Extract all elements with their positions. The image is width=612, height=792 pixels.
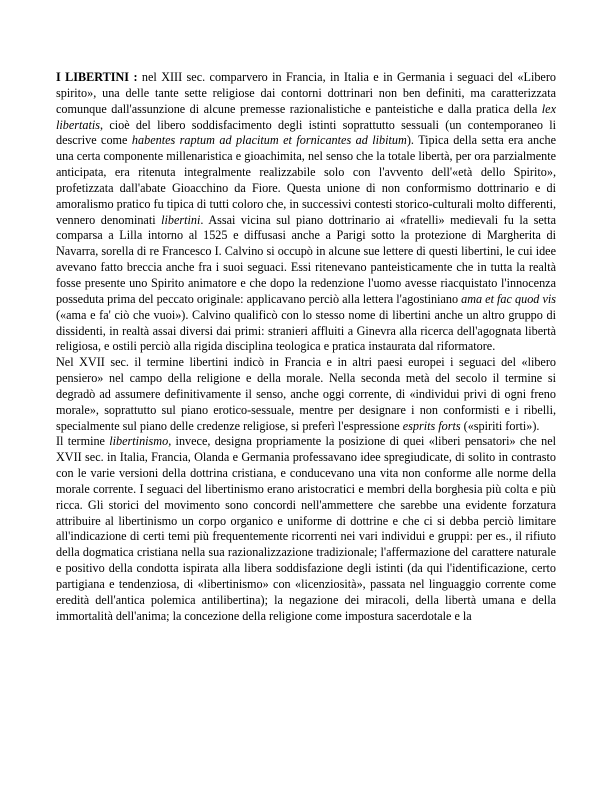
- text-run: Il termine: [56, 434, 110, 449]
- body-text: [56, 70, 556, 625]
- text-run: («ama e fa' ciò che vuoi»). Calvino qualificò con lo stesso nome di libertini anche un altro gruppo di dissidenti, in realtà assai diversi dai primi: stranieri affluiti a Ginevra alla ricerca dell'agognata libertà religiosa, e ostili perciò alla rigida disciplina teologica e pratica instaurata dal riformatore.: [56, 307, 556, 354]
- text-run: . Assai vicina sul piano dottrinario ai «fratelli» medievali fu la setta comparsa a Lilla intorno al 1525 e diffusasi anche a Parigi sotto la protezione di Margherita di Navarra, sorella di re Francesco I. Calvino si occupò in alcune sue lettere di questi libertini, le cui idee avevano fatto breccia anche fra i suoi seguaci. Essi ritenevano panteisticamente che in tutta la realtà fosse presente uno Spirito animatore e che dopo la redenzione l'uomo avesse riacquistato l'innocenza posseduta prima del peccato originale: applicavano perciò alla lettera l'agostiniano: [56, 212, 556, 306]
- text-run: («spiriti forti»).: [460, 418, 540, 433]
- text-run: , cioè del libero soddisfacimento degli istinti soprattutto sessuali (un contemporaneo li descrive come: [56, 117, 556, 148]
- text-run: invece, designa propriamente la posizione di quei «liberi pensatori» che nel XVII sec. in Italia, Francia, Olanda e Germania professavano idee spregiudicate, di solito in contrasto con le varie versioni della dottrina cristiana, e conducevano una vita non conforme alle norme della morale corrente. I seguaci del libertinismo erano aristocratici e membri della borghesia più colta e più ricca. Gli storici del movimento sono concordi nell'ammettere che sarebbe una evidente forzatura attribuire al libertinismo un corpo organico e uniforme di dottrine e che ci si debba perciò limitare all'indicazione di certi temi più frequentemente ricorrenti nei vari individui e gruppi: per es., il rifiuto della dogmatica cristiana nella sua razionalizzazione tradizionale; l'affermazione del carattere naturale e positivo della condotta ispirata alla libera soddisfazione degli istinti (da qui l'identificazione, certo partigiana e tendenziosa, di «libertinismo» con «licenziosità», passata nel linguaggio corrente come eredità dell'antica polemica antilibertina); la negazione dei miracoli, della libertà umana e della immortalità dell'anima; la concezione della religione come impostura sacerdotale e la: [56, 434, 556, 623]
- italic-run: esprits forts: [402, 418, 461, 433]
- italic-run: libertinismo,: [109, 434, 172, 449]
- text-run: Nel XVII sec. il termine libertini indicò in Francia e in altri paesi europei i seguaci del «libero pensiero» nel campo della religione e della morale. Nella seconda metà del secolo il termine si degradò ad assumere definitivamente il senso, anche oggi corrente, di «individui privi di ogni freno morale», soprattutto sul piano erotico-sessuale, mentre per designare i non conformisti e i ribelli, specialmente sul piano delle credenze religiose, si preferì l'espressione: [56, 355, 556, 433]
- paragraph-2: [56, 355, 556, 434]
- italic-run: libertini: [161, 212, 201, 227]
- paragraph-3: [56, 434, 556, 624]
- text-run: ). Tipica della setta era anche una certa componente millenaristica e gioachimita, nel senso che la totale libertà, per ora parzialmente anticipata, era ritenuta integralmente realizzabile solo con l'avvento dell'«età dello Spirito», profetizzata dall'abate Gioacchino da Fiore. Questa unione di non conformismo dottrinario e di amoralismo pratico fu tipica di tutti coloro che, in successivi contesti storico-culturali molto differenti, vennero denominati: [56, 133, 556, 227]
- text-run: nel XIII sec. comparvero in Francia, in Italia e in Germania i seguaci del «Libero spirito», una delle tante sette religiose dai contorni dottrinari non ben definiti, ma caratterizzata comunque dall'assunzione di alcune premesse razionalistiche e panteistiche e dalla pratica della: [56, 70, 556, 116]
- italic-run: ama et fac quod vis: [461, 291, 556, 306]
- italic-run: habentes raptum ad placitum et fornicantes ad libitum: [131, 133, 407, 148]
- section-heading: I LIBERTINI :: [56, 70, 138, 84]
- italic-run: lex libertatis: [56, 101, 556, 132]
- paragraph-1: [56, 70, 556, 355]
